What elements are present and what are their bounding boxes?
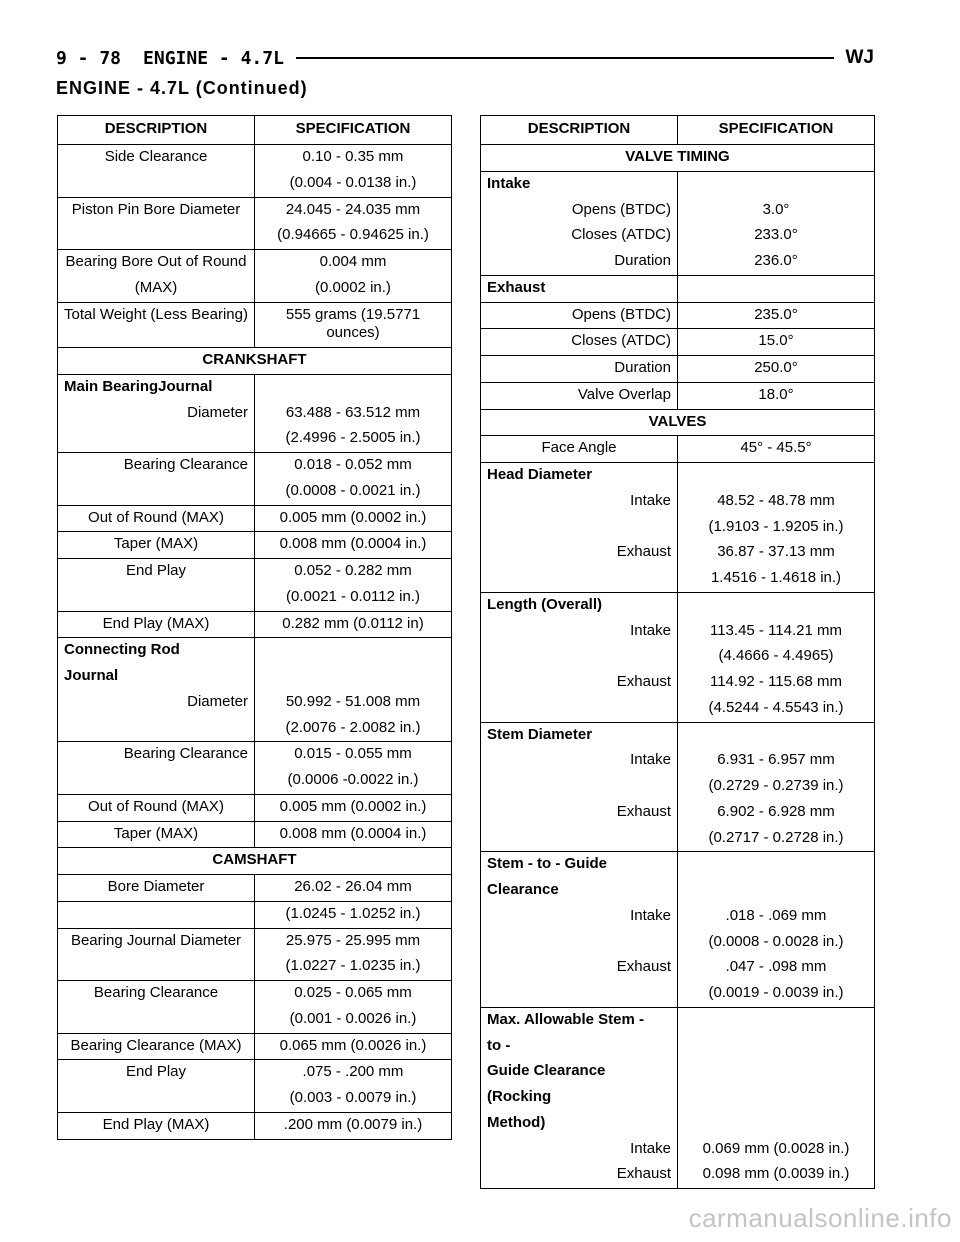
cell-spec: 48.52 - 48.78 mm [678,489,875,515]
table-row [481,878,875,904]
cell-spec: (0.001 - 0.0026 in.) [255,1007,452,1033]
table-row [481,592,875,618]
cell-description: Diameter [58,690,255,716]
table-row [58,276,452,302]
cell-description [58,1007,255,1033]
cell-spec [678,171,875,197]
cell-spec: 24.045 - 24.035 mm [255,197,452,223]
table-row [481,463,875,489]
table-row [481,748,875,774]
cell-spec: (0.2729 - 0.2739 in.) [678,774,875,800]
cell-description [481,566,678,592]
cell-spec: 236.0° [678,249,875,275]
cell-description: Max. Allowable Stem - [481,1007,678,1033]
cell-description: (MAX) [58,276,255,302]
cell-spec: 0.008 mm (0.0004 in.) [255,532,452,559]
cell-description: Total Weight (Less Bearing) [58,302,255,348]
cell-description: Exhaust [481,1162,678,1188]
cell-description: Exhaust [481,955,678,981]
cell-description [58,426,255,452]
table-row [58,716,452,742]
cell-description [58,768,255,794]
cell-spec: (0.0019 - 0.0039 in.) [678,981,875,1007]
cell-spec: 0.052 - 0.282 mm [255,559,452,585]
table-header-row [481,116,875,145]
cell-spec: (1.0227 - 1.0235 in.) [255,954,452,980]
cell-description: Face Angle [481,436,678,463]
cell-spec: 555 grams (19.5771 ounces) [255,302,452,348]
table-row [58,664,452,690]
cell-spec [678,275,875,302]
cell-spec: 25.975 - 25.995 mm [255,928,452,954]
cell-description [481,774,678,800]
table-row [481,356,875,383]
cell-description: Diameter [58,401,255,427]
cell-spec: (0.2717 - 0.2728 in.) [678,826,875,852]
section-row-valves [481,409,875,436]
cell-description: Bearing Clearance [58,981,255,1007]
table-row [481,515,875,541]
cell-spec: 233.0° [678,223,875,249]
cell-description: Bore Diameter [58,875,255,902]
header-rule [296,57,834,59]
cell-spec: (4.4666 - 4.4965) [678,644,875,670]
cell-spec [255,638,452,664]
table-row [58,401,452,427]
cell-description: Intake [481,748,678,774]
cell-spec: (2.0076 - 2.0082 in.) [255,716,452,742]
cell-description: Stem Diameter [481,722,678,748]
cell-spec [255,374,452,400]
cell-spec: .047 - .098 mm [678,955,875,981]
table-row [481,171,875,197]
cell-spec: (4.5244 - 4.5543 in.) [678,696,875,722]
section-title: ENGINE - 4.7L [143,47,284,69]
cell-description: Duration [481,356,678,383]
page-header [56,44,874,72]
cell-spec [678,1085,875,1111]
table-row [58,426,452,452]
cell-spec: 36.87 - 37.13 mm [678,540,875,566]
cell-spec: (0.0021 - 0.0112 in.) [255,585,452,611]
table-row [58,479,452,505]
cell-description: Journal [58,664,255,690]
cell-description [58,901,255,928]
table-row [481,382,875,409]
cell-description: Out of Round (MAX) [58,505,255,532]
table-row [58,250,452,276]
cell-spec: (0.003 - 0.0079 in.) [255,1086,452,1112]
cell-description: Intake [481,489,678,515]
cell-spec: 0.008 mm (0.0004 in.) [255,821,452,848]
cell-spec [678,1111,875,1137]
table-row [481,852,875,878]
table-row [481,566,875,592]
cell-spec: (2.4996 - 2.5005 in.) [255,426,452,452]
section-row-valve-timing [481,145,875,172]
cell-description: Closes (ATDC) [481,223,678,249]
cell-spec [678,463,875,489]
cell-spec: .018 - .069 mm [678,904,875,930]
table-row [58,532,452,559]
cell-spec: 0.018 - 0.052 mm [255,453,452,479]
table-row [58,638,452,664]
cell-description: Connecting Rod [58,638,255,664]
cell-description: Guide Clearance [481,1059,678,1085]
table-row [481,1034,875,1060]
table-row [58,1007,452,1033]
cell-description: End Play [58,1060,255,1086]
cell-description: Exhaust [481,670,678,696]
table-row [58,1112,452,1139]
table-row [58,302,452,348]
cell-spec: 6.902 - 6.928 mm [678,800,875,826]
cell-spec: (0.0006 -0.0022 in.) [255,768,452,794]
cell-description: Stem - to - Guide [481,852,678,878]
subheading: ENGINE - 4.7L (Continued) [56,78,308,98]
cell-description: Opens (BTDC) [481,198,678,224]
table-row [58,742,452,768]
table-row [481,696,875,722]
table-row [58,223,452,249]
table-row [58,611,452,638]
table-row [481,1059,875,1085]
cell-spec: 6.931 - 6.957 mm [678,748,875,774]
table-row [481,955,875,981]
cell-spec: 45° - 45.5° [678,436,875,463]
table-row [58,171,452,197]
cell-spec [678,878,875,904]
section-row-camshaft [58,848,452,875]
cell-spec: 63.488 - 63.512 mm [255,401,452,427]
table-row [481,1007,875,1033]
cell-spec: 0.10 - 0.35 mm [255,145,452,171]
table-row [481,644,875,670]
cell-description: Bearing Clearance [58,742,255,768]
table-row [481,489,875,515]
cell-description: Bearing Clearance [58,453,255,479]
watermark: carmanualsonline.info [688,1203,952,1233]
cell-spec: 113.45 - 114.21 mm [678,619,875,645]
spec-table-left [57,115,452,1140]
table-row [481,800,875,826]
cell-spec: 250.0° [678,356,875,383]
cell-description: Intake [481,619,678,645]
table-row [481,1162,875,1188]
cell-spec [255,664,452,690]
cell-spec: 0.065 mm (0.0026 in.) [255,1033,452,1060]
cell-spec [678,852,875,878]
table-row [58,875,452,902]
cell-description: Closes (ATDC) [481,329,678,356]
cell-description [481,826,678,852]
cell-spec [678,1007,875,1033]
table-row [58,453,452,479]
cell-description: Clearance [481,878,678,904]
cell-description [58,954,255,980]
col-header-description: DESCRIPTION [481,116,678,145]
table-row [58,374,452,400]
table-row [58,585,452,611]
table-row [58,505,452,532]
cell-description [481,644,678,670]
cell-description: Bearing Clearance (MAX) [58,1033,255,1060]
spec-table-right [480,115,875,1189]
cell-spec: 0.004 mm [255,250,452,276]
table-row [58,901,452,928]
cell-description: Out of Round (MAX) [58,794,255,821]
cell-description: Taper (MAX) [58,821,255,848]
cell-spec: 0.015 - 0.055 mm [255,742,452,768]
cell-description [58,716,255,742]
table-row [481,904,875,930]
cell-spec: 0.098 mm (0.0039 in.) [678,1162,875,1188]
cell-spec [678,592,875,618]
cell-description: Opens (BTDC) [481,302,678,329]
table-row [481,329,875,356]
cell-description: Method) [481,1111,678,1137]
table-row [58,794,452,821]
cell-description: End Play (MAX) [58,1112,255,1139]
cell-description [481,696,678,722]
cell-spec: 3.0° [678,198,875,224]
cell-description: Side Clearance [58,145,255,171]
col-header-specification: SPECIFICATION [255,116,452,145]
cell-spec: 26.02 - 26.04 mm [255,875,452,902]
table-row [58,768,452,794]
section-label: CRANKSHAFT [58,348,452,375]
table-row [58,1086,452,1112]
section-label: VALVE TIMING [481,145,875,172]
cell-description [58,1086,255,1112]
section-row-crankshaft [58,348,452,375]
table-row [58,1060,452,1086]
cell-description: Intake [481,904,678,930]
cell-description: (Rocking [481,1085,678,1111]
cell-description [481,515,678,541]
cell-spec: .075 - .200 mm [255,1060,452,1086]
table-row [481,223,875,249]
cell-spec [678,1059,875,1085]
cell-spec: 15.0° [678,329,875,356]
cell-description: Exhaust [481,800,678,826]
cell-description: End Play [58,559,255,585]
cell-description: Bearing Bore Out of Round [58,250,255,276]
table-row [58,690,452,716]
cell-spec: (1.0245 - 1.0252 in.) [255,901,452,928]
cell-spec: 0.005 mm (0.0002 in.) [255,794,452,821]
table-row [481,1111,875,1137]
table-row [481,930,875,956]
section-label: VALVES [481,409,875,436]
cell-spec: 50.992 - 51.008 mm [255,690,452,716]
table-row [481,249,875,275]
cell-spec [678,722,875,748]
table-row [58,821,452,848]
cell-description: Piston Pin Bore Diameter [58,197,255,223]
cell-spec: 0.005 mm (0.0002 in.) [255,505,452,532]
cell-spec: (0.0008 - 0.0021 in.) [255,479,452,505]
cell-description [481,930,678,956]
cell-description: Duration [481,249,678,275]
table-row [481,198,875,224]
table-row [58,954,452,980]
table-row [58,197,452,223]
cell-spec: (0.94665 - 0.94625 in.) [255,223,452,249]
cell-spec [678,1034,875,1060]
cell-spec: 0.025 - 0.065 mm [255,981,452,1007]
table-row [481,436,875,463]
table-row [481,275,875,302]
cell-spec: (0.0008 - 0.0028 in.) [678,930,875,956]
cell-description: Main BearingJournal [58,374,255,400]
cell-spec: 235.0° [678,302,875,329]
cell-description: Length (Overall) [481,592,678,618]
cell-description [58,585,255,611]
col-header-specification: SPECIFICATION [678,116,875,145]
table-row [481,670,875,696]
table-row [481,619,875,645]
table-row [481,302,875,329]
table-row [58,928,452,954]
table-row [481,540,875,566]
table-row [481,722,875,748]
table-row [481,774,875,800]
cell-spec: 0.282 mm (0.0112 in) [255,611,452,638]
section-label: CAMSHAFT [58,848,452,875]
cell-spec: (1.9103 - 1.9205 in.) [678,515,875,541]
cell-description [58,223,255,249]
cell-description: Valve Overlap [481,382,678,409]
table-row [58,981,452,1007]
cell-description: Exhaust [481,275,678,302]
cell-spec: 0.069 mm (0.0028 in.) [678,1137,875,1163]
model-code: WJ [845,47,874,68]
table-row [58,559,452,585]
cell-description: Intake [481,171,678,197]
cell-spec: (0.004 - 0.0138 in.) [255,171,452,197]
cell-spec: 18.0° [678,382,875,409]
table-row [481,981,875,1007]
col-header-description: DESCRIPTION [58,116,255,145]
cell-spec: 114.92 - 115.68 mm [678,670,875,696]
page-number: 9 - 78 [56,47,122,69]
table-row [58,145,452,171]
table-row [481,1085,875,1111]
table-row [58,1033,452,1060]
cell-spec: .200 mm (0.0079 in.) [255,1112,452,1139]
cell-description: Intake [481,1137,678,1163]
table-row [481,1137,875,1163]
table-header-row [58,116,452,145]
cell-description [58,171,255,197]
cell-description: Head Diameter [481,463,678,489]
cell-spec: 1.4516 - 1.4618 in.) [678,566,875,592]
cell-spec: (0.0002 in.) [255,276,452,302]
cell-description: End Play (MAX) [58,611,255,638]
cell-description: Exhaust [481,540,678,566]
cell-description: to - [481,1034,678,1060]
cell-description: Taper (MAX) [58,532,255,559]
cell-description [58,479,255,505]
cell-description: Bearing Journal Diameter [58,928,255,954]
table-row [481,826,875,852]
cell-description [481,981,678,1007]
